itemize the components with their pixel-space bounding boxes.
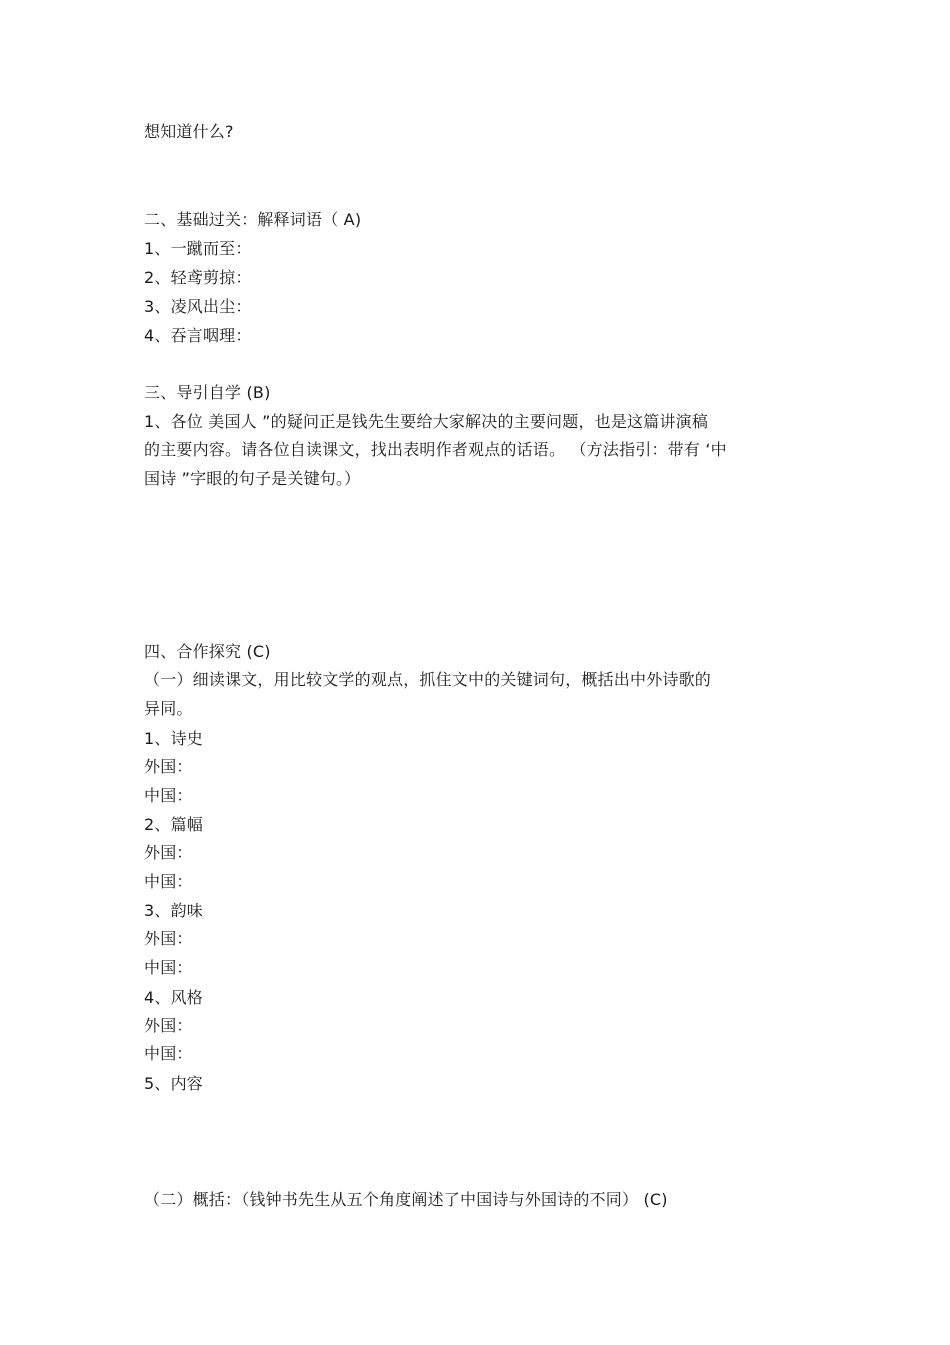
topic-4-chinese-label: 中国： — [144, 1044, 193, 1063]
section-3-question-line-3: 国诗 ”字眼的句子是关键句。） — [144, 469, 361, 488]
intro-question-tail: 想知道什么? — [144, 122, 234, 141]
section-3-question-line-1: 1、各位 美国人 ”的疑问正是钱先生要给大家解决的主要问题，也是这篇讲演稿 — [144, 412, 709, 431]
topic-5-title: 5、内容 — [144, 1074, 203, 1093]
section-4-part-1-line-1: （一）细读课文，用比较文学的观点，抓住文中的关键词句，概括出中外诗歌的 — [144, 670, 712, 689]
topic-1-chinese-label: 中国： — [144, 786, 193, 805]
vocab-item-4: 4、吞言咽理： — [144, 326, 252, 345]
topic-4-foreign-label: 外国： — [144, 1016, 193, 1035]
topic-3-foreign-label: 外国： — [144, 929, 193, 948]
section-4-heading: 四、合作探究 (C) — [144, 642, 271, 661]
section-4-part-1-line-2: 异同。 — [144, 699, 193, 718]
topic-2-title: 2、篇幅 — [144, 815, 203, 834]
section-2-heading: 二、基础过关：解释词语（ A) — [144, 210, 362, 229]
topic-1-foreign-label: 外国： — [144, 757, 193, 776]
section-3-question-line-2: 的主要内容。请各位自读课文，找出表明作者观点的话语。 （方法指引：带有 ‘中 — [144, 440, 727, 459]
topic-4-title: 4、风格 — [144, 988, 203, 1007]
section-3-heading: 三、导引自学 (B) — [144, 383, 271, 402]
vocab-item-2: 2、轻鸢剪掠： — [144, 268, 252, 287]
topic-3-chinese-label: 中国： — [144, 958, 193, 977]
vocab-item-1: 1、一蹴而至： — [144, 239, 252, 258]
topic-3-title: 3、韵味 — [144, 901, 203, 920]
vocab-item-3: 3、凌风出尘： — [144, 297, 252, 316]
topic-2-chinese-label: 中国： — [144, 872, 193, 891]
section-4-part-2-summary: （二）概括：（钱钟书先生从五个角度阐述了中国诗与外国诗的不同） (C) — [144, 1190, 668, 1209]
topic-2-foreign-label: 外国： — [144, 843, 193, 862]
topic-1-title: 1、诗史 — [144, 729, 203, 748]
